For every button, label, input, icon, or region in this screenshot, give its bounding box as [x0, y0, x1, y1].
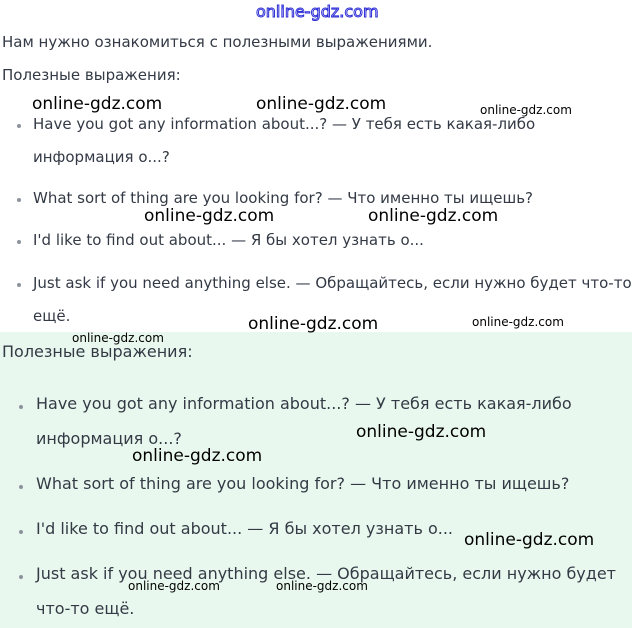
phrase-bottom-1-line2: информация о...?	[36, 429, 182, 448]
watermark: online-gdz.com	[32, 94, 163, 114]
bullet-icon	[17, 240, 21, 244]
phrase-bottom-4-line2: что-то ещё.	[36, 599, 135, 618]
bullet-icon	[17, 283, 21, 287]
bullet-icon	[19, 575, 23, 579]
phrase-top-1-line1: Have you got any information about...? — У тебя есть какая-либо	[33, 115, 536, 133]
phrase-top-2-line1: What sort of thing are you looking for? — Что именно ты ищешь?	[33, 189, 534, 207]
useful-phrases-heading-top: Полезные выражения:	[2, 66, 181, 84]
watermark: online-gdz.com	[256, 94, 387, 114]
phrase-bottom-4-line1: Just ask if you need anything else. — Обращайтесь, если нужно будет	[36, 564, 616, 583]
watermark: online-gdz.com	[472, 315, 564, 329]
bullet-icon	[19, 405, 23, 409]
phrase-bottom-3-line1: I'd like to find out about... — Я бы хотел узнать о...	[36, 519, 454, 538]
phrase-top-4-line2: ещё.	[33, 307, 71, 325]
watermark: online-gdz.com	[464, 530, 595, 550]
bullet-icon	[17, 198, 21, 202]
bullet-icon	[17, 124, 21, 128]
phrase-top-3-line1: I'd like to find out about... — Я бы хотел узнать о...	[33, 231, 424, 249]
bullet-icon	[19, 530, 23, 534]
phrase-top-1-line2: информация о...?	[33, 148, 170, 166]
watermark: online-gdz.com	[132, 446, 263, 466]
watermark: online-gdz.com	[480, 103, 572, 117]
watermark-header: online-gdz.com	[256, 2, 379, 21]
watermark: online-gdz.com	[276, 579, 368, 593]
watermark: online-gdz.com	[128, 579, 220, 593]
watermark: online-gdz.com	[72, 331, 164, 345]
useful-phrases-heading-bottom: Полезные выражения:	[2, 342, 193, 361]
watermark: online-gdz.com	[356, 422, 487, 442]
watermark: online-gdz.com	[368, 206, 499, 226]
phrase-bottom-1-line1: Have you got any information about...? — У тебя есть какая-либо	[36, 394, 572, 413]
bullet-icon	[19, 485, 23, 489]
intro-text: Нам нужно ознакомиться с полезными выражениями.	[2, 33, 433, 51]
phrase-top-4-line1: Just ask if you need anything else. — Обращайтесь, если нужно будет что-то	[33, 274, 632, 292]
watermark: online-gdz.com	[248, 314, 379, 334]
watermark: online-gdz.com	[144, 206, 275, 226]
phrase-bottom-2-line1: What sort of thing are you looking for? — Что именно ты ищешь?	[36, 474, 570, 493]
